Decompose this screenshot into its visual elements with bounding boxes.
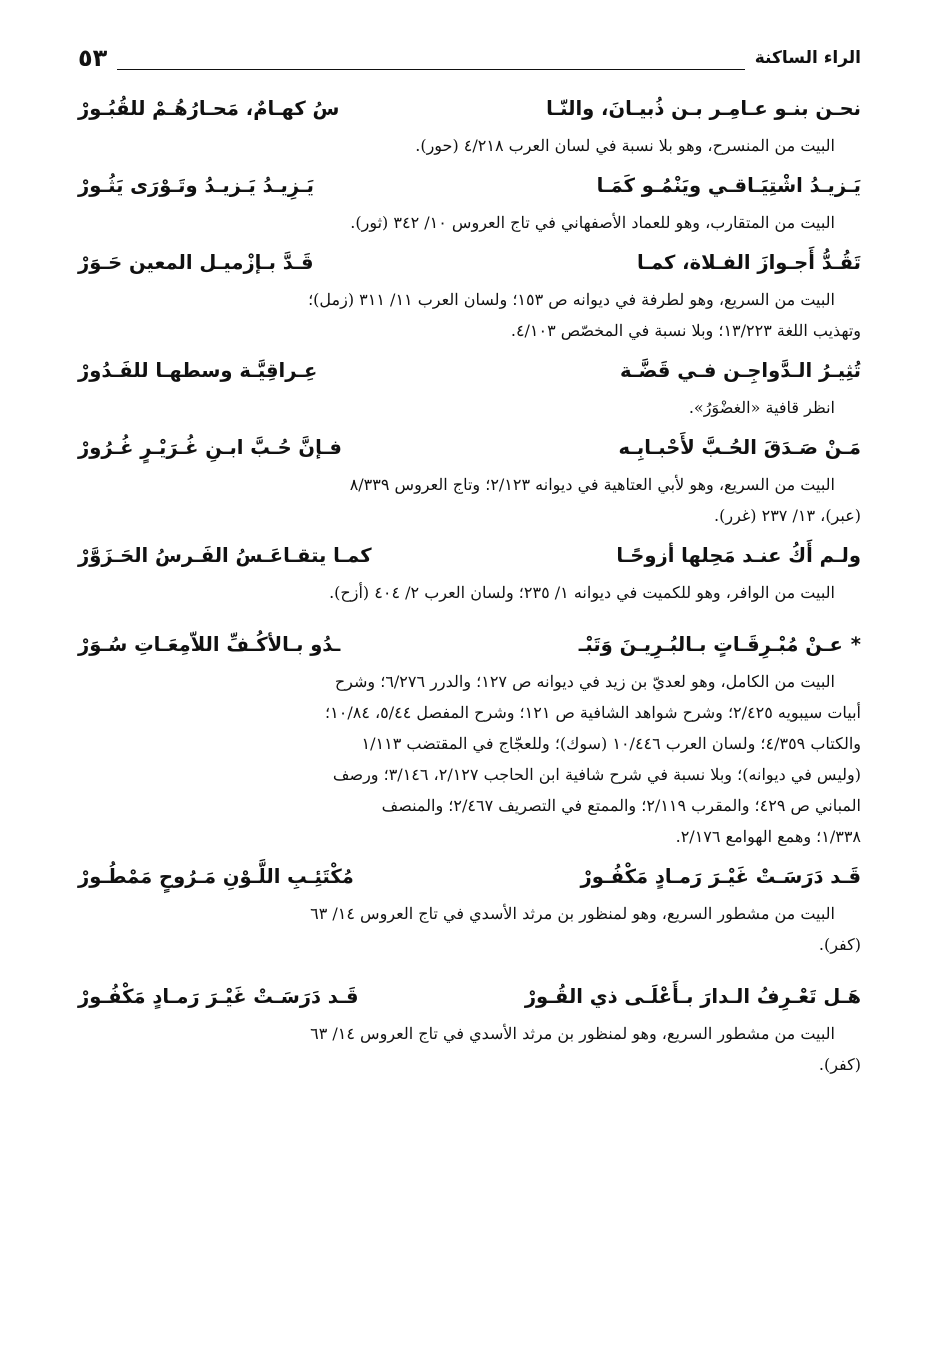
verse-second-hemistich: فـإنَّ حُـبَّ ابـنِ غُـرَيْـرٍ غُـرُورْ [78,436,342,459]
verse-entry [78,90,861,161]
verse-first-hemistich: قَـد دَرَسَـتْ غَيْـرَ رَمـادٍ مَكْفُـورْ [580,865,861,888]
note-line: البيت من الكامل، وهو لعديّ بن زيد في ديوانه ص ١٢٧؛ والدرر ٦/٢٧٦؛ وشرح [334,672,835,691]
verse-line [78,90,861,128]
verse-entry [78,978,861,1080]
verse-entry [78,626,861,852]
verse-entry [78,537,861,608]
verse-second-hemistich: يَـزِيـدُ يَـزيـدُ وتَـوْرَى يَثُـورْ [78,174,314,197]
verse-second-hemistich: كمـا يتقـاعَـسُ الفَـرسُ الحَـزَوَّرْ [78,544,372,567]
verse-second-hemistich: ـدُو بـالأكُـفِّ اللاّمِعَـاتِ سُـوَرْ [78,633,341,656]
verse-note [78,1018,861,1080]
page-number: ٥٣ [78,44,108,72]
verse-note [78,207,861,238]
verse-first-hemistich: تَقُـدُّ أَجـوازَ الفـلاة، كمـا [636,251,861,274]
spacer [78,608,861,620]
note-line: ١/٣٣٨؛ وهمع الهوامع ٢/١٧٦. [675,827,861,846]
verse-first-hemistich: هَـل تَعْـرِفُ الـدارَ بـأَعْلَـى ذي القُـورْ [524,985,861,1008]
page [78,38,861,1080]
verse-second-hemistich: عِـراقِيَّـة وسطهـا للفَـدُورْ [78,359,318,382]
note-line: البيت من السريع، وهو لأبي العتاهية في ديوانه ٢/١٢٣؛ وتاج العروس ٨/٣٣٩ [349,475,835,494]
header-rule [117,69,744,70]
verse-note [78,284,861,346]
note-line: البيت من مشطور السريع، وهو لمنظور بن مرثد الأسدي في تاج العروس ١٤/ ٦٣ [310,1024,835,1043]
verse-line [78,167,861,205]
note-line: (كفر). [818,1055,861,1074]
verse-first-hemistich: يَـزيـدُ اشْتِيَـاقـي ويَنْمُـو كَمَـا [596,174,861,197]
verse-line [78,244,861,282]
verse-note [78,392,861,423]
verse-second-hemistich: سُ كهـامٌ، مَحـارُهُـمْ للقُبُـورْ [78,97,340,120]
note-line: (عبر)، ١٣/ ٢٣٧ (غرر). [714,506,861,525]
verse-first-hemistich: ولـم أَكُ عنـد مَحِلها أزوحًـا [616,544,861,567]
note-line: المباني ص ٤٢٩؛ والمقرب ٢/١١٩؛ والممتع في التصريف ٢/٤٦٧؛ والمنصف [381,796,861,815]
note-line: البيت من المنسرح، وهو بلا نسبة في لسان العرب ٤/٢١٨ (حور). [415,136,835,155]
verse-line [78,978,861,1016]
verse-first-hemistich: مَـنْ صَـدَقَ الحُـبَّ لأَحْبـابِـه [618,436,861,459]
verse-entry [78,858,861,960]
note-line: أبيات سيبويه ٢/٤٢٥؛ وشرح شواهد الشافية ص ١٢١؛ وشرح المفصل ٥/٤٤، ١٠/٨٤؛ [325,703,861,722]
verse-line [78,858,861,896]
verse-second-hemistich: قَـدَّ بـإزْميـل المعين حَـوَرْ [78,251,314,274]
verse-line [78,626,861,664]
note-line: والكتاب ٤/٣٥٩؛ ولسان العرب ١٠/٤٤٦ (سوك)؛ وللعجّاج في المقتضب ١/١١٣ [361,734,861,753]
verse-first-hemistich: نحـن بنـو عـامِـر بـن ذُبيـانَ، والنّـا [546,97,861,120]
note-line: البيت من الوافر، وهو للكميت في ديوانه ١/ ٢٣٥؛ ولسان العرب ٢/ ٤٠٤ (أزح). [329,583,835,602]
note-line: البيت من السريع، وهو لطرفة في ديوانه ص ١٥٣؛ ولسان العرب ١١/ ٣١١ (زمل)؛ [308,290,835,309]
verse-first-hemistich [579,626,861,664]
running-title: الراء الساكنة [754,48,861,68]
verse-note [78,130,861,161]
verse-second-hemistich: قَـد دَرَسَـتْ غَيْـرَ رَمـادٍ مَكْفُـورْ [78,985,359,1008]
star-marker: * [850,633,861,656]
verse-line [78,429,861,467]
verse-note [78,898,861,960]
note-line: (كفر). [818,935,861,954]
verse-note [78,469,861,531]
verse-entry [78,244,861,346]
verse-first-hemistich: تُثِيـرُ الـدَّواجِـن فـي قَضَّـة [619,359,861,382]
verse-entry [78,429,861,531]
verse-line [78,537,861,575]
verse-entry [78,352,861,423]
verse-note [78,577,861,608]
verse-second-hemistich: مُكْتَئِـبِ اللَّـوْنِ مَـرُوحٍ مَمْطُـورْ [78,865,354,888]
note-line: (وليس في ديوانه)؛ وبلا نسبة في شرح شافية ابن الحاجب ٢/١٢٧، ٣/١٤٦؛ ورصف [332,765,861,784]
verse-line [78,352,861,390]
note-line: البيت من مشطور السريع، وهو لمنظور بن مرثد الأسدي في تاج العروس ١٤/ ٦٣ [310,904,835,923]
note-line: وتهذيب اللغة ١٣/٢٢٣؛ وبلا نسبة في المخصّص ٤/١٠٣. [510,321,861,340]
note-line: البيت من المتقارب، وهو للعماد الأصفهاني في تاج العروس ١٠/ ٣٤٢ (ثور). [350,213,835,232]
spacer [78,960,861,972]
verse-entry [78,167,861,238]
note-line: انظر قافية «الغضْوَرُ». [688,398,835,417]
verse-first-text: عـنْ مُبْـرِقَـاتٍ بـالبُـرِيـنَ وَتَبْـ [578,633,843,656]
verse-note [78,666,861,852]
running-head [78,38,861,78]
